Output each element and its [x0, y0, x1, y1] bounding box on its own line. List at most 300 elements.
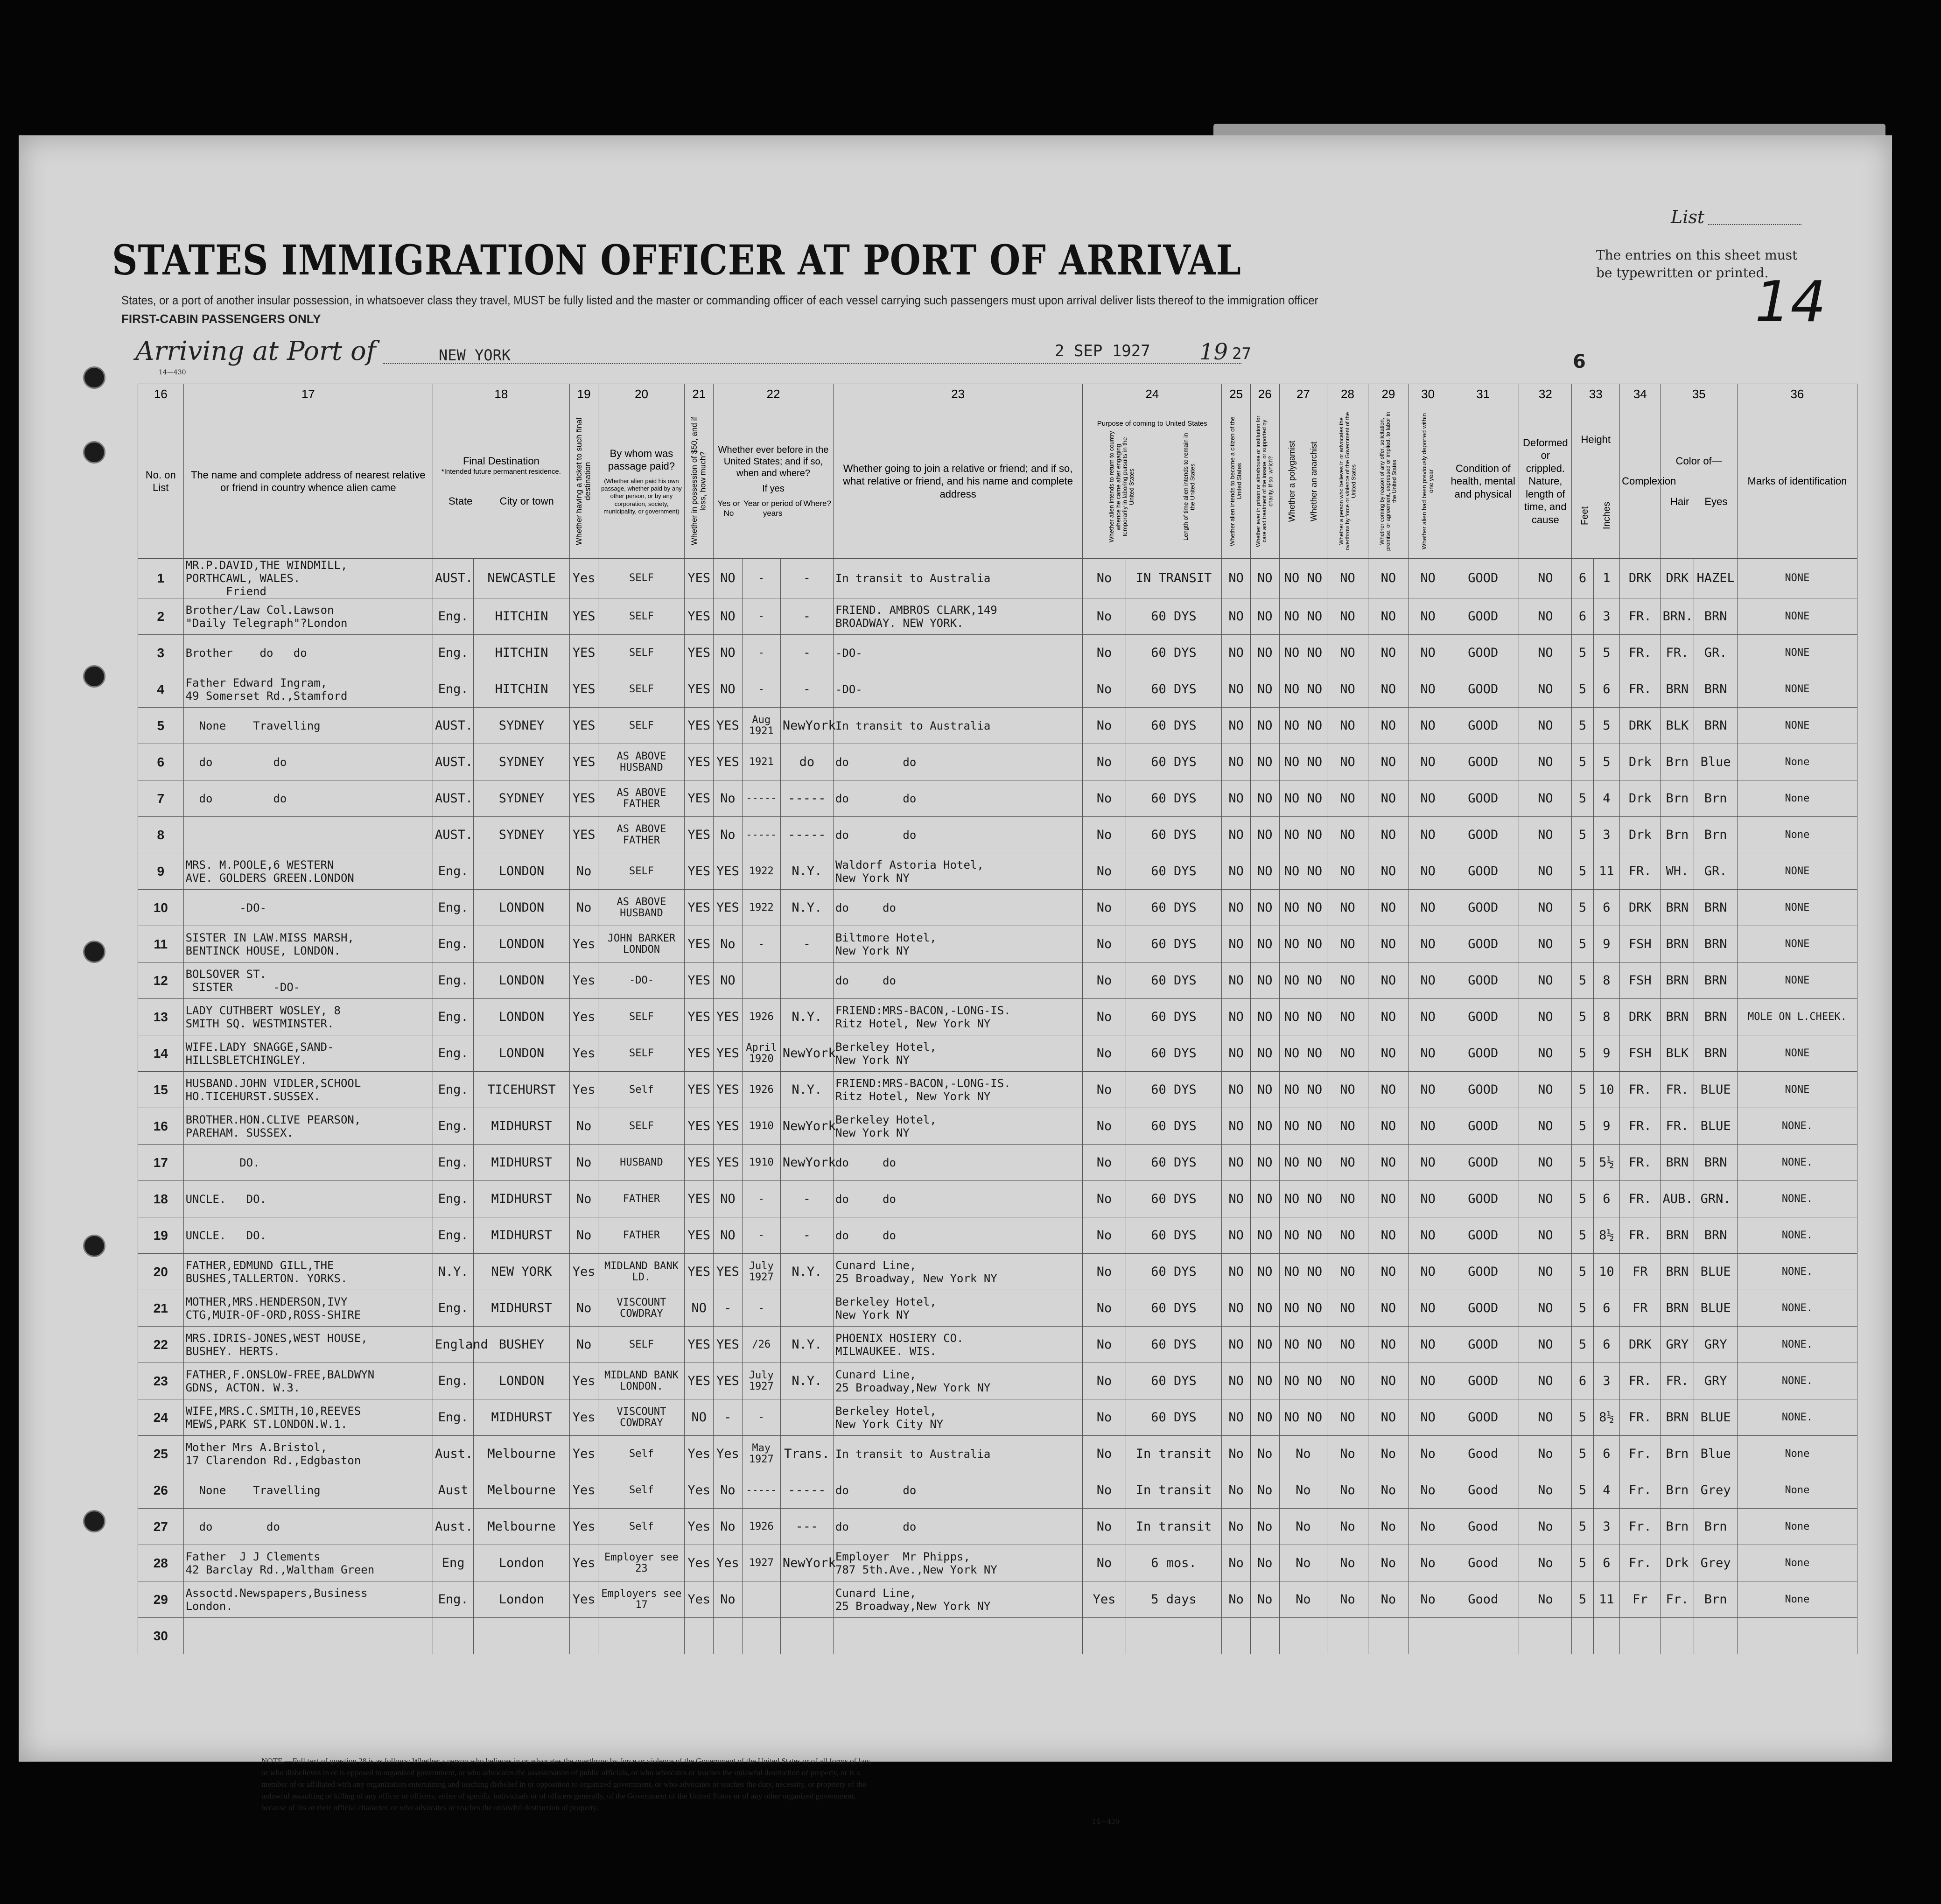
header-passage-paid-title: By whom was passage paid?	[608, 447, 675, 472]
cell-purpose-return	[1083, 1618, 1126, 1654]
cell-passage-paid: AS ABOVE FATHER	[598, 780, 685, 817]
cell-passage-paid: SELF	[598, 671, 685, 708]
year-suffix: 27	[1232, 344, 1251, 363]
column-number: 30	[1409, 384, 1447, 404]
cell-joining-relative: do do	[833, 1181, 1082, 1217]
cell-col-30: NO	[1409, 1399, 1447, 1436]
cell-where	[780, 1618, 833, 1654]
cell-state: AUST.	[433, 744, 473, 780]
cell-deformed: NO	[1519, 1108, 1572, 1145]
table-row	[138, 1436, 1857, 1472]
cell-col-29: NO	[1368, 1363, 1408, 1399]
cell-money: Yes	[685, 1472, 714, 1509]
cell-ticket: YES	[569, 598, 598, 635]
cell-nearest-relative	[183, 1618, 433, 1654]
cell-col-26: NO	[1250, 559, 1279, 598]
cell-purpose-return: No	[1083, 1399, 1126, 1436]
cell-col-30: No	[1409, 1581, 1447, 1618]
cell-money: YES	[685, 559, 714, 598]
cell-where: NewYork	[780, 1145, 833, 1181]
cell-inches: 8½	[1593, 1217, 1620, 1254]
cell-col-28: NO	[1327, 1217, 1368, 1254]
cell-state: Aust.	[433, 1436, 473, 1472]
cell-length-of-stay: In transit	[1126, 1472, 1222, 1509]
cell-complexion: DRK	[1620, 1327, 1661, 1363]
cell-where: -----	[780, 817, 833, 853]
cell-money: YES	[685, 1327, 714, 1363]
header-anarchist: Whether an anarchist	[1309, 441, 1318, 521]
cell-no-on-list: 13	[138, 999, 184, 1035]
cell-nearest-relative: Mother Mrs A.Bristol, 17 Clarendon Rd.,Edgbaston	[183, 1436, 433, 1472]
cell-deformed: NO	[1519, 1290, 1572, 1327]
cell-complexion: FR.	[1620, 598, 1661, 635]
column-number: 18	[433, 384, 569, 404]
cell-health: GOOD	[1447, 890, 1519, 926]
cell-deformed: NO	[1519, 1363, 1572, 1399]
cell-where: -	[780, 598, 833, 635]
cell-col-26: NO	[1250, 598, 1279, 635]
entries-note: The entries on this sheet must be typewritten or printed.	[1596, 247, 1798, 281]
cell-col-28: NO	[1327, 1327, 1368, 1363]
header-ever-before	[714, 404, 834, 559]
cell-health: GOOD	[1447, 1254, 1519, 1290]
cell-deformed: NO	[1519, 1217, 1572, 1254]
cell-eyes: BRN	[1694, 1217, 1737, 1254]
cell-ever-before: YES	[714, 744, 743, 780]
cell-marks: None	[1737, 1436, 1857, 1472]
footnote-form-code: 14—430	[1092, 1818, 1120, 1826]
cell-money: YES	[685, 708, 714, 744]
cell-col-27: NO NO	[1279, 635, 1327, 671]
cell-passage-paid: AS ABOVE FATHER	[598, 817, 685, 853]
cell-state: Eng.	[433, 1217, 473, 1254]
table-row	[138, 1108, 1857, 1145]
cell-feet: 5	[1572, 1290, 1593, 1327]
cell-nearest-relative: FATHER,EDMUND GILL,THE BUSHES,TALLERTON. YORKS.	[183, 1254, 433, 1290]
cell-inches: 11	[1593, 853, 1620, 890]
cell-complexion: Fr.	[1620, 1545, 1661, 1581]
cell-city: BUSHEY	[474, 1327, 570, 1363]
cell-length-of-stay: 60 DYS	[1126, 598, 1222, 635]
cell-health: GOOD	[1447, 963, 1519, 999]
cell-ticket: Yes	[569, 999, 598, 1035]
header-polygamist: Whether a polygamist	[1287, 440, 1297, 522]
cell-passage-paid: SELF	[598, 999, 685, 1035]
cell-col-27: No	[1279, 1436, 1327, 1472]
cell-col-26: NO	[1250, 853, 1279, 890]
cell-col-29: NO	[1368, 635, 1408, 671]
cell-inches: 6	[1593, 1545, 1620, 1581]
table-row	[138, 853, 1857, 890]
cell-hair: AUB.	[1661, 1181, 1694, 1217]
cell-hair: FR.	[1661, 1072, 1694, 1108]
cell-inches: 6	[1593, 1436, 1620, 1472]
cell-year: 1910	[742, 1108, 780, 1145]
cell-state	[433, 1618, 473, 1654]
cell-hair: Brn	[1661, 1472, 1694, 1509]
cell-eyes: Brn	[1694, 780, 1737, 817]
cell-money: YES	[685, 963, 714, 999]
cell-ticket: Yes	[569, 1581, 598, 1618]
list-number-line	[1708, 224, 1801, 225]
cell-col-30: NO	[1409, 671, 1447, 708]
cell-ticket: Yes	[569, 1436, 598, 1472]
cell-col-27: No	[1279, 1509, 1327, 1545]
cell-eyes: Brn	[1694, 1581, 1737, 1618]
cell-health: Good	[1447, 1581, 1519, 1618]
cell-col-25	[1222, 1618, 1251, 1654]
cell-health: GOOD	[1447, 744, 1519, 780]
cell-deformed	[1519, 1618, 1572, 1654]
cell-ever-before: NO	[714, 598, 743, 635]
cell-passage-paid: SELF	[598, 598, 685, 635]
cell-ticket: No	[569, 1217, 598, 1254]
cell-passage-paid: Self	[598, 1472, 685, 1509]
cell-health: GOOD	[1447, 1217, 1519, 1254]
table-row	[138, 890, 1857, 926]
cell-nearest-relative: Father Edward Ingram, 49 Somerset Rd.,Stamford	[183, 671, 433, 708]
cell-complexion: Drk	[1620, 744, 1661, 780]
column-number: 27	[1279, 384, 1327, 404]
cell-eyes: Blue	[1694, 744, 1737, 780]
cell-marks: None	[1737, 1545, 1857, 1581]
cell-no-on-list: 17	[138, 1145, 184, 1181]
cell-health: GOOD	[1447, 671, 1519, 708]
cell-feet: 5	[1572, 635, 1593, 671]
cell-no-on-list: 28	[138, 1545, 184, 1581]
cell-where: N.Y.	[780, 1254, 833, 1290]
cell-complexion: DRK	[1620, 559, 1661, 598]
cell-year: May 1927	[742, 1436, 780, 1472]
cell-hair: Brn	[1661, 744, 1694, 780]
column-number: 28	[1327, 384, 1368, 404]
cell-hair: FR.	[1661, 1363, 1694, 1399]
cell-city: HITCHIN	[474, 598, 570, 635]
cell-joining-relative: FRIEND. AMBROS CLARK,149 BROADWAY. NEW YORK.	[833, 598, 1082, 635]
cell-nearest-relative: WIFE,MRS.C.SMITH,10,REEVES MEWS,PARK ST.LONDON.W.1.	[183, 1399, 433, 1436]
cell-health: GOOD	[1447, 708, 1519, 744]
cell-col-26: NO	[1250, 1290, 1279, 1327]
cell-no-on-list: 18	[138, 1181, 184, 1217]
cell-hair: WH.	[1661, 853, 1694, 890]
cell-ever-before: No	[714, 926, 743, 963]
binder-hole-icon	[83, 441, 105, 464]
cell-state: Eng.	[433, 1581, 473, 1618]
cell-state: Eng.	[433, 1363, 473, 1399]
cell-joining-relative: In transit to Australia	[833, 559, 1082, 598]
cell-passage-paid: VISCOUNT COWDRAY	[598, 1399, 685, 1436]
binder-hole-icon	[83, 1235, 105, 1257]
column-number: 23	[833, 384, 1082, 404]
cell-money: Yes	[685, 1545, 714, 1581]
cell-col-30: NO	[1409, 559, 1447, 598]
header-hair: Hair	[1670, 496, 1689, 507]
cell-col-26: NO	[1250, 1145, 1279, 1181]
table-row	[138, 817, 1857, 853]
cell-ticket	[569, 1618, 598, 1654]
cell-year: July 1927	[742, 1363, 780, 1399]
cell-col-27: NO NO	[1279, 1181, 1327, 1217]
cell-feet: 5	[1572, 1327, 1593, 1363]
cell-ever-before: Yes	[714, 1545, 743, 1581]
cell-marks: NONE.	[1737, 1399, 1857, 1436]
cell-no-on-list: 20	[138, 1254, 184, 1290]
cell-no-on-list: 5	[138, 708, 184, 744]
header-purpose	[1083, 404, 1222, 559]
binder-hole-icon	[83, 366, 105, 389]
handwritten-page-number: 14	[1755, 270, 1826, 335]
cell-city: MIDHURST	[474, 1108, 570, 1145]
cell-col-27: NO NO	[1279, 1290, 1327, 1327]
cell-nearest-relative: UNCLE. DO.	[183, 1181, 433, 1217]
cell-state: Eng.	[433, 598, 473, 635]
cell-col-25: NO	[1222, 1181, 1251, 1217]
cell-marks	[1737, 1618, 1857, 1654]
cell-ever-before: YES	[714, 1108, 743, 1145]
cell-ticket: Yes	[569, 926, 598, 963]
cell-col-25: No	[1222, 1436, 1251, 1472]
cell-city: MIDHURST	[474, 1399, 570, 1436]
first-cabin-label: FIRST-CABIN PASSENGERS ONLY	[121, 312, 321, 326]
cell-col-26: NO	[1250, 817, 1279, 853]
cell-where: Trans.	[780, 1436, 833, 1472]
cell-inches: 9	[1593, 1035, 1620, 1072]
cell-col-30: No	[1409, 1545, 1447, 1581]
cell-col-28: NO	[1327, 999, 1368, 1035]
cell-col-29: NO	[1368, 780, 1408, 817]
cell-city	[474, 1618, 570, 1654]
cell-inches: 3	[1593, 598, 1620, 635]
cell-length-of-stay: 60 DYS	[1126, 635, 1222, 671]
cell-city: MIDHURST	[474, 1217, 570, 1254]
cell-ever-before: Yes	[714, 1436, 743, 1472]
cell-passage-paid: SELF	[598, 559, 685, 598]
header-complexion: Complexion	[1620, 404, 1661, 559]
cell-marks: NONE	[1737, 671, 1857, 708]
cell-col-25: No	[1222, 1509, 1251, 1545]
cell-col-25: NO	[1222, 999, 1251, 1035]
cell-col-28	[1327, 1618, 1368, 1654]
cell-marks: NONE	[1737, 963, 1857, 999]
cell-passage-paid: SELF	[598, 635, 685, 671]
cell-col-30: NO	[1409, 926, 1447, 963]
cell-length-of-stay: 60 DYS	[1126, 890, 1222, 926]
cell-col-26: No	[1250, 1545, 1279, 1581]
cell-no-on-list: 22	[138, 1327, 184, 1363]
cell-money: NO	[685, 1399, 714, 1436]
cell-nearest-relative: BOLSOVER ST. SISTER -DO-	[183, 963, 433, 999]
cell-deformed: NO	[1519, 963, 1572, 999]
cell-ticket: No	[569, 1181, 598, 1217]
cell-marks: NONE.	[1737, 1145, 1857, 1181]
cell-ever-before: No	[714, 1472, 743, 1509]
table-row	[138, 963, 1857, 999]
cell-health: GOOD	[1447, 1108, 1519, 1145]
cell-col-28: NO	[1327, 1145, 1368, 1181]
cell-passage-paid: HUSBAND	[598, 1145, 685, 1181]
cell-marks: NONE	[1737, 926, 1857, 963]
cell-feet: 5	[1572, 1145, 1593, 1181]
cell-eyes	[1694, 1618, 1737, 1654]
cell-deformed: NO	[1519, 1145, 1572, 1181]
cell-joining-relative: do do	[833, 1217, 1082, 1254]
cell-inches: 11	[1593, 1581, 1620, 1618]
cell-year: -	[742, 926, 780, 963]
cell-ticket: Yes	[569, 559, 598, 598]
cell-col-28: NO	[1327, 1035, 1368, 1072]
cell-eyes: BRN	[1694, 1035, 1737, 1072]
cell-marks: NONE	[1737, 708, 1857, 744]
cell-purpose-return: No	[1083, 926, 1126, 963]
cell-no-on-list: 10	[138, 890, 184, 926]
cell-joining-relative: Waldorf Astoria Hotel, New York NY	[833, 853, 1082, 890]
cell-where: -	[780, 926, 833, 963]
header-height-title: Height	[1581, 433, 1611, 445]
cell-col-25: NO	[1222, 1363, 1251, 1399]
table-row	[138, 708, 1857, 744]
cell-money: YES	[685, 598, 714, 635]
cell-ever-before: YES	[714, 1145, 743, 1181]
cell-marks: NONE	[1737, 1035, 1857, 1072]
cell-where: -	[780, 1217, 833, 1254]
cell-length-of-stay: 60 DYS	[1126, 671, 1222, 708]
cell-inches: 5	[1593, 635, 1620, 671]
table-row	[138, 559, 1857, 598]
cell-purpose-return: No	[1083, 1181, 1126, 1217]
cell-ever-before: NO	[714, 963, 743, 999]
cell-deformed: NO	[1519, 708, 1572, 744]
cell-col-25: NO	[1222, 1108, 1251, 1145]
cell-ever-before: No	[714, 780, 743, 817]
cell-passage-paid: JOHN BARKER LONDON	[598, 926, 685, 963]
cell-col-26: No	[1250, 1472, 1279, 1509]
cell-money: YES	[685, 890, 714, 926]
cell-nearest-relative: Father J J Clements 42 Barclay Rd.,Waltham Green	[183, 1545, 433, 1581]
table-row	[138, 780, 1857, 817]
cell-purpose-return: No	[1083, 635, 1126, 671]
cell-ever-before: No	[714, 1581, 743, 1618]
cell-col-26: NO	[1250, 963, 1279, 999]
cell-purpose-return: No	[1083, 1254, 1126, 1290]
cell-complexion: FR	[1620, 1290, 1661, 1327]
cell-marks: NONE	[1737, 559, 1857, 598]
table-row	[138, 999, 1857, 1035]
cell-ever-before: YES	[714, 1327, 743, 1363]
column-number: 24	[1083, 384, 1222, 404]
cell-col-28: NO	[1327, 780, 1368, 817]
cell-eyes: BRN	[1694, 598, 1737, 635]
cell-money: YES	[685, 744, 714, 780]
cell-purpose-return: No	[1083, 1290, 1126, 1327]
cell-complexion: Drk	[1620, 780, 1661, 817]
cell-col-30: NO	[1409, 780, 1447, 817]
cell-col-29	[1368, 1618, 1408, 1654]
cell-col-25: NO	[1222, 1327, 1251, 1363]
cell-col-26: NO	[1250, 999, 1279, 1035]
cell-where	[780, 963, 833, 999]
cell-where: -	[780, 635, 833, 671]
cell-marks: NONE	[1737, 598, 1857, 635]
cell-col-28: No	[1327, 1436, 1368, 1472]
cell-col-28: NO	[1327, 1072, 1368, 1108]
header-no-on-list: No. on List	[138, 404, 184, 559]
cell-eyes: GR.	[1694, 635, 1737, 671]
cell-complexion: FR.	[1620, 1363, 1661, 1399]
cell-inches: 10	[1593, 1254, 1620, 1290]
cell-ticket: Yes	[569, 1399, 598, 1436]
cell-year: -	[742, 1181, 780, 1217]
header-yes-or-no: Yes or No	[717, 499, 740, 518]
cell-state: N.Y.	[433, 1254, 473, 1290]
cell-no-on-list: 2	[138, 598, 184, 635]
manifest-table	[138, 384, 1857, 1654]
cell-length-of-stay: 60 DYS	[1126, 1108, 1222, 1145]
cell-purpose-return: No	[1083, 963, 1126, 999]
cell-city: LONDON	[474, 1035, 570, 1072]
cell-ever-before: YES	[714, 999, 743, 1035]
cell-col-29: No	[1368, 1581, 1408, 1618]
cell-purpose-return: No	[1083, 708, 1126, 744]
cell-where	[780, 1399, 833, 1436]
cell-col-27: NO NO	[1279, 999, 1327, 1035]
cell-col-27: No	[1279, 1581, 1327, 1618]
cell-where: -	[780, 1181, 833, 1217]
cell-joining-relative: -DO-	[833, 635, 1082, 671]
cell-col-27: NO NO	[1279, 1363, 1327, 1399]
cell-no-on-list: 9	[138, 853, 184, 890]
cell-where: do	[780, 744, 833, 780]
cell-col-25: NO	[1222, 1254, 1251, 1290]
cell-nearest-relative: BROTHER.HON.CLIVE PEARSON, PAREHAM. SUSSEX.	[183, 1108, 433, 1145]
cell-year: Aug 1921	[742, 708, 780, 744]
cell-where: -	[780, 671, 833, 708]
cell-feet: 5	[1572, 1035, 1593, 1072]
cell-col-27: NO NO	[1279, 1254, 1327, 1290]
cell-eyes: BLUE	[1694, 1072, 1737, 1108]
cell-col-30: NO	[1409, 1254, 1447, 1290]
cell-joining-relative: Berkeley Hotel, New York City NY	[833, 1399, 1082, 1436]
cell-where: NewYork	[780, 1108, 833, 1145]
cell-col-26: No	[1250, 1581, 1279, 1618]
cell-deformed: NO	[1519, 598, 1572, 635]
table-row	[138, 1472, 1857, 1509]
cell-passage-paid: SELF	[598, 1035, 685, 1072]
header-eyes: Eyes	[1704, 496, 1728, 507]
cell-hair: BRN.	[1661, 598, 1694, 635]
cell-ticket: YES	[569, 780, 598, 817]
cell-complexion: FR.	[1620, 1399, 1661, 1436]
cell-col-27: NO NO	[1279, 926, 1327, 963]
cell-where: N.Y.	[780, 853, 833, 890]
cell-money: YES	[685, 1254, 714, 1290]
cell-marks: NONE.	[1737, 1363, 1857, 1399]
cell-no-on-list: 7	[138, 780, 184, 817]
cell-col-30: NO	[1409, 635, 1447, 671]
cell-complexion: FR.	[1620, 853, 1661, 890]
cell-deformed: No	[1519, 1545, 1572, 1581]
cell-col-27: No	[1279, 1545, 1327, 1581]
cell-ticket: Yes	[569, 1545, 598, 1581]
cell-ticket: Yes	[569, 1472, 598, 1509]
cell-ever-before: YES	[714, 1363, 743, 1399]
cell-ticket: Yes	[569, 1254, 598, 1290]
cell-eyes: BLUE	[1694, 1290, 1737, 1327]
cell-state: Aust.	[433, 1509, 473, 1545]
cell-no-on-list: 6	[138, 744, 184, 780]
cell-length-of-stay: 60 DYS	[1126, 1145, 1222, 1181]
cell-city: SYDNEY	[474, 780, 570, 817]
table-row	[138, 744, 1857, 780]
